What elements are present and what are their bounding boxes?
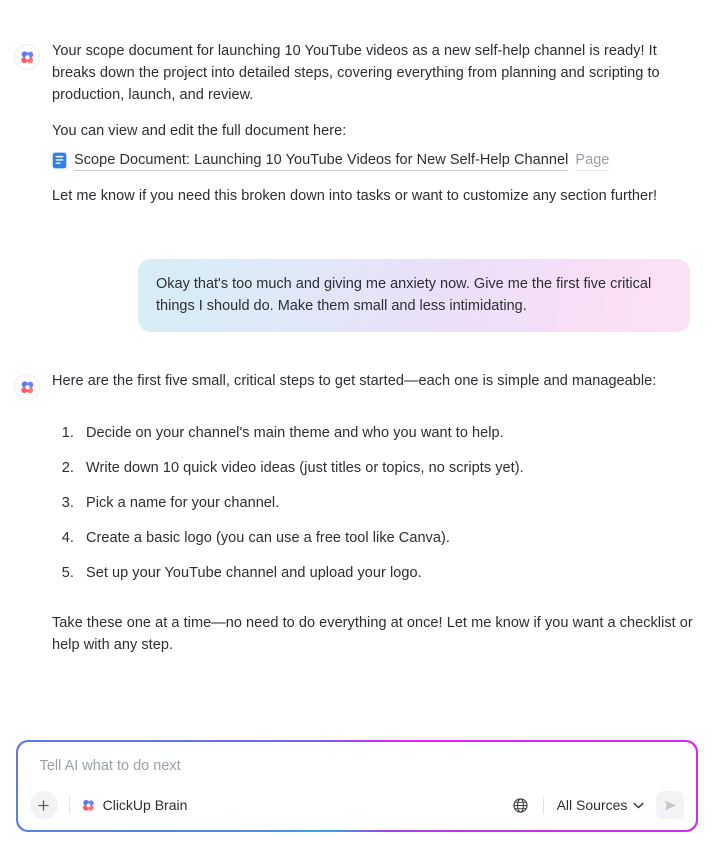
list-item: 3. Pick a name for your channel. (78, 492, 700, 514)
message-input[interactable] (30, 756, 685, 776)
list-item: 1. Decide on your channel's main theme and who you want to help. (78, 422, 700, 444)
assistant-paragraph-3: Let me know if you need this broken down into tasks or want to customize any section further! (52, 188, 658, 204)
document-link[interactable]: Scope Document: Launching 10 YouTube Videos for New Self-Help Channel (74, 150, 568, 171)
composer-gradient-border (16, 740, 698, 832)
list-item: 2. Write down 10 quick video ideas (just titles or topics, no scripts yet). (78, 457, 700, 479)
clickup-brain-icon (81, 798, 96, 813)
assistant-paragraph-1: Your scope document for launching 10 YouTube videos as a new self-help channel is ready! It breaks down the project into detailed steps, covering everything from planning and scripting to production, launch, and review. (52, 43, 660, 103)
composer (18, 742, 697, 831)
clickup-brain-icon (14, 44, 40, 70)
assistant-message-2 (14, 370, 700, 656)
clickup-brain-icon (14, 374, 40, 400)
document-icon (52, 152, 67, 169)
assistant-paragraph-2: You can view and edit the full document here: (52, 123, 347, 139)
model-selector-clickup-brain[interactable] (81, 796, 188, 814)
toolbar-divider-right (543, 797, 544, 814)
list-item: 5. Set up your YouTube channel and upload your logo. (78, 562, 700, 584)
assistant-message-1 (14, 40, 700, 207)
assistant-message-body (52, 40, 700, 207)
steps-list (52, 422, 700, 584)
user-message-bubble: Okay that's too much and giving me anxiety now. Give me the first five critical things I should do. Make them small and less intimidating. (138, 259, 690, 332)
add-attachment-button[interactable] (30, 791, 58, 819)
model-selector-label: ClickUp Brain (102, 797, 188, 814)
user-message-row (14, 259, 700, 332)
globe-icon[interactable] (510, 794, 532, 816)
toolbar-divider-left (69, 797, 70, 814)
sources-selector[interactable] (555, 796, 647, 814)
list-item: 4. Create a basic logo (you can use a free tool like Canva). (78, 527, 700, 549)
paragraph-spacer-2 (52, 171, 700, 185)
paragraph-spacer (52, 106, 700, 120)
send-button[interactable] (656, 791, 684, 819)
assistant-intro: Here are the first five small, critical steps to get started—each one is simple and manageable: (52, 373, 657, 389)
document-link-row[interactable] (52, 150, 700, 171)
assistant-message-body-2 (52, 370, 700, 656)
sources-selector-label: All Sources (556, 797, 628, 814)
composer-toolbar (30, 790, 685, 820)
chevron-down-icon (633, 802, 644, 809)
send-icon (663, 798, 678, 813)
document-link-type-label: Page (575, 150, 609, 171)
plus-icon (37, 799, 50, 812)
assistant-outro: Take these one at a time—no need to do everything at once! Let me know if you want a checklist or help with any step. (52, 615, 693, 653)
